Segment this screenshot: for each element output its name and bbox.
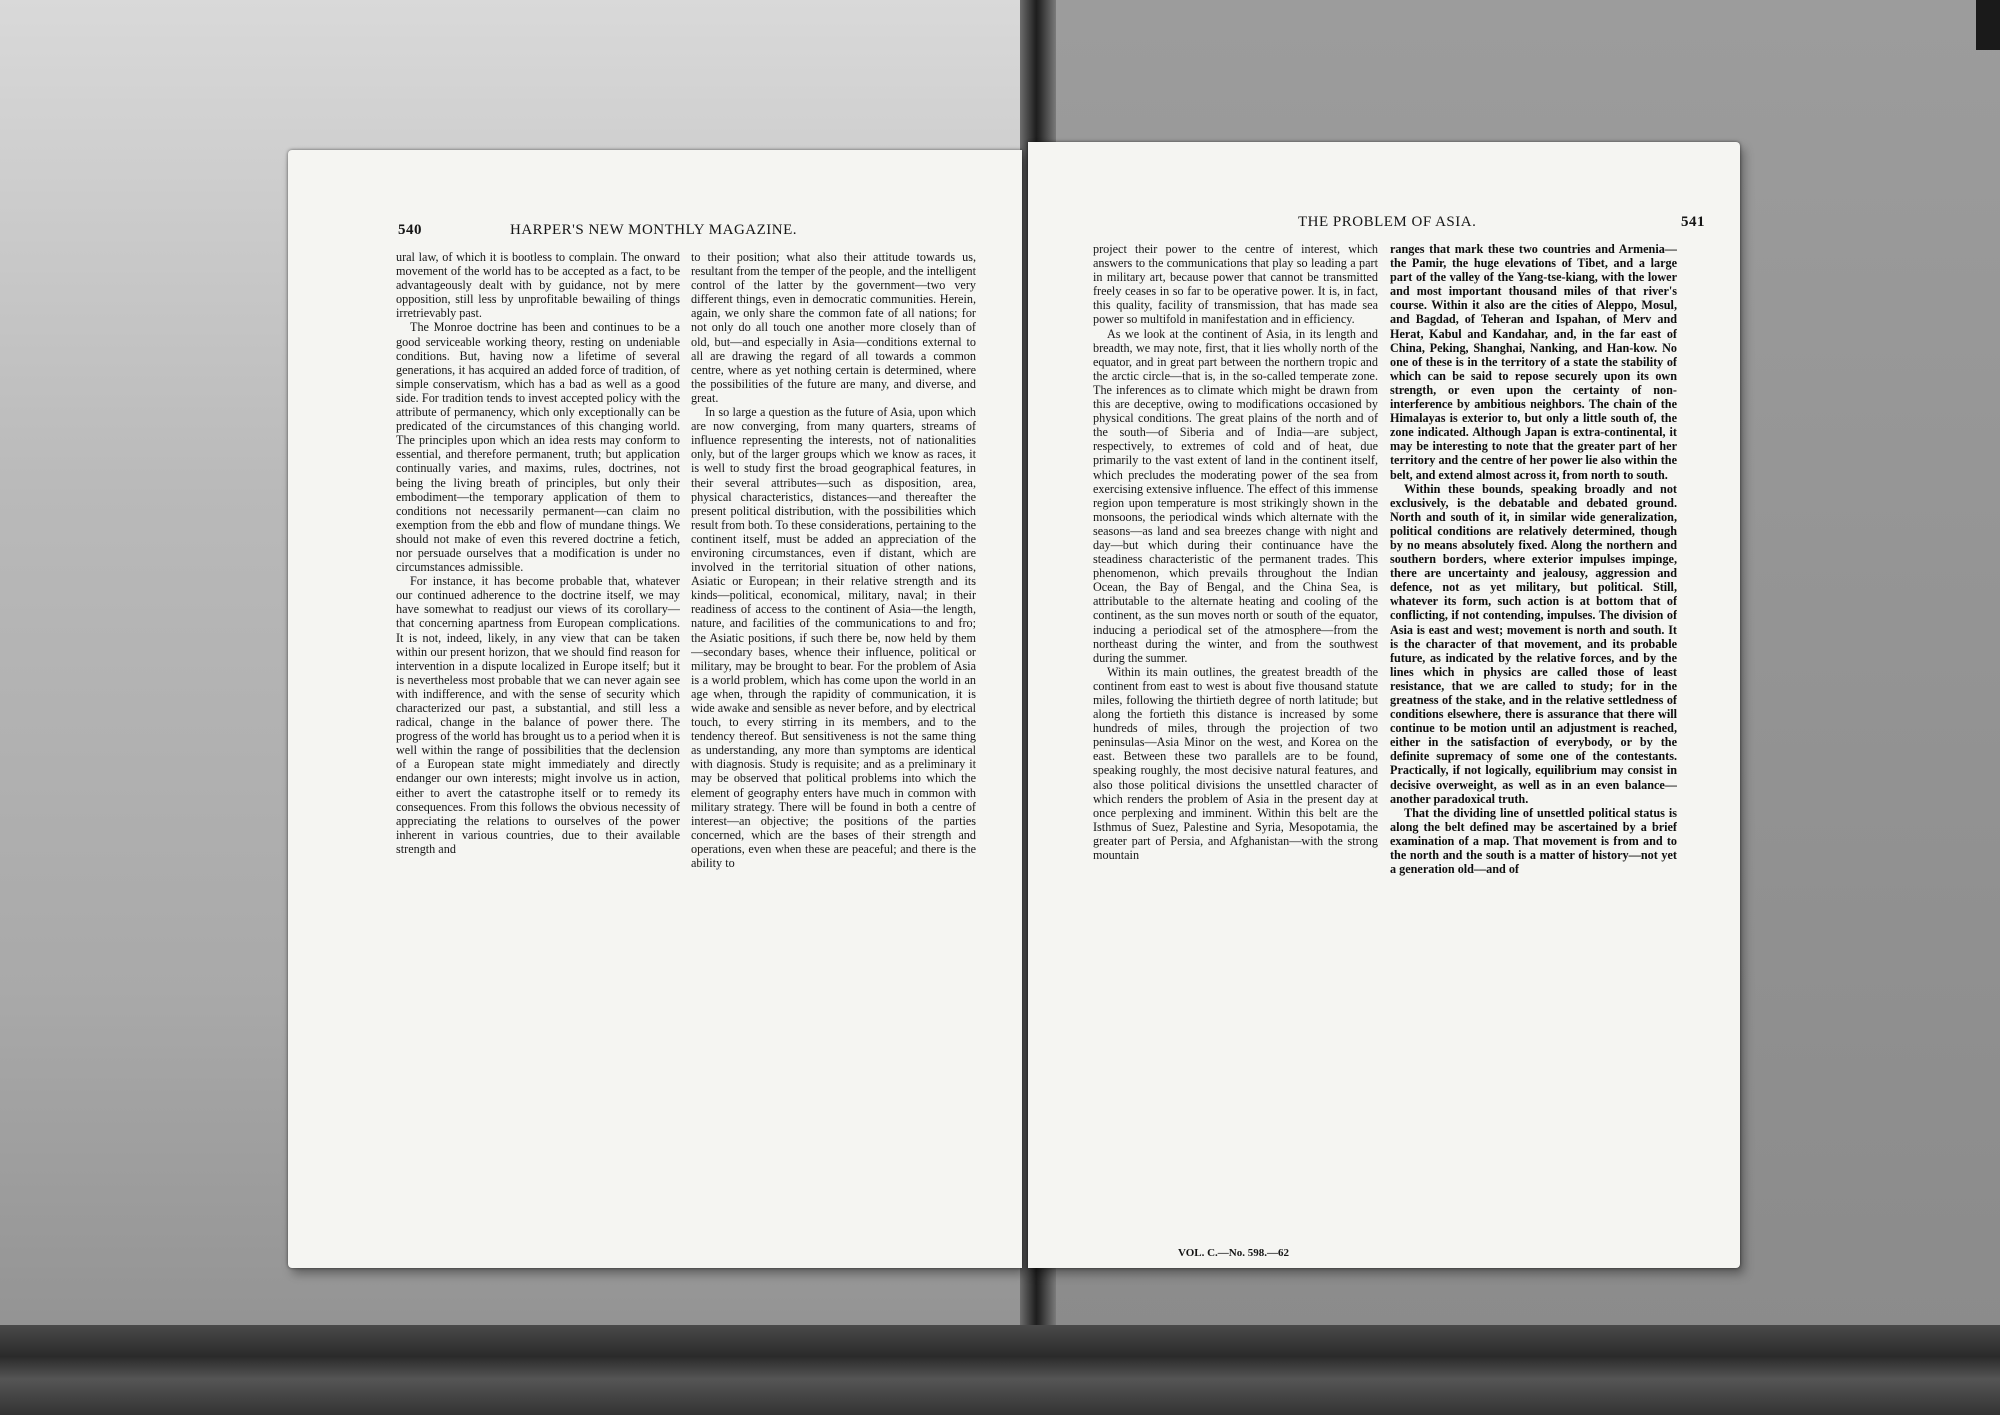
left-page (288, 150, 1022, 1268)
paragraph: Within its main outlines, the greatest breadth of the continent from east to west is about five thousand statute miles, following the thirtieth degree of north latitude; but along the fortieth this distance is increased by some hundreds of miles, through the projection of two peninsulas—Asia Minor on the west, and Korea on the east. Between these two parallels are to be found, speaking roughly, the most decisive natural features, and also those political divisions the unsettled character of which renders the problem of Asia in the present day at once perplexing and imminent. Within this belt are the Isthmus of Suez, Palestine and Syria, Mesopotamia, the greater part of Persia, and Afghanistan—with the strong mountain (1093, 664, 1378, 863)
paragraph: That the dividing line of unsettled political status is along the belt defined may be ascertained by a brief examination of a map. That movement is from and to the north and the south is a matter of history—not yet a generation old—and of (1390, 805, 1677, 877)
paragraph: As we look at the continent of Asia, in its length and breadth, we may note, first, that it lies wholly north of the equator, and in great part between the northern tropic and the arctic circle—that is, in the so-called temperate zone. The inferences as to climate which might be drawn from this are deceptive, owing to modifications occasioned by physical conditions. The great plains of the north and of the south—of Siberia and of India—are subject, respectively, to extremes of cold and of heat, due primarily to the vast extent of land in the continent itself, which precludes the moderating power of the sea from exercising extensive influence. The effect of this immense region upon temperature is most strikingly shown in the monsoons, the periodical winds which alternate with the seasons—as land and sea breezes change with night and day—but which during their continuance have the steadiness characteristic of the permanent trades. This phenomenon, which prevails throughout the Indian Ocean, the Bay of Bengal, and the China Sea, is attributable to the alternate heating and cooling of the continent, as the sun moves north or south of the equator, inducing a periodical set of the atmosphere—from the northeast during the winter, and from the southwest during the summer. (1093, 326, 1378, 665)
text-column-2 (691, 250, 976, 1265)
page-number: 541 (1681, 214, 1705, 230)
running-title: HARPER'S NEW MONTHLY MAGAZINE. (510, 222, 798, 238)
paragraph: In so large a question as the future of Asia, upon which are now converging, from many quarters, streams of influence representing the interests, not of nationalities only, but of the larger groups which we know as races, it is well to study first the broad geographical features, in their several attributes—such as disposition, area, physical characteristics, distances—and thereafter the present political distribution, with the possibilities which result from both. To these considerations, pertaining to the continent itself, must be added an appreciation of the environing circumstances, even if distant, which are involved in the territorial situation of other nations, Asiatic or European; in their relative strength and its kinds—political, economical, military, naval; in their readiness of access to the continent of Asia—the length, nature, and facilities of the communications to and fro; the Asiatic positions, if such there be, now held by them—secondary bases, whence their influence, political or military, may be brought to bear. For the problem of Asia is a world problem, which has come upon the world in an age when, through the rapidity of communication, it is wide awake and sensible as never before, and by electrical touch, to every stirring in its members, and to the tendency thereof. But sensitiveness is not the same thing as understanding, any more than symptoms are identical with diagnosis. Study is requisite; and as a preliminary it may be observed that political problems into which the element of geography enters have much in common with military strategy. There will be found in both a centre of interest—an objective; the positions of the parties concerned, which are the bases of their strength and operations, even when these are peaceful; and there is the ability to (691, 405, 976, 871)
paragraph: For instance, it has become probable that, whatever our continued adherence to the doctrine itself, we may have somewhat to readjust our views of its corollary—that concerning apartness from European complications. It is not, indeed, likely, in any view that can be taken within our present horizon, that we should find reason for intervention in a dispute localized in Europe itself; but it is nevertheless most probable that we can never again see with indifference, and with the sense of security which characterized our past, a substantial, and still less a radical, change in the balance of power there. The progress of the world has brought us to a period when it is well within the range of possibilities that the declension of a European state might immediately and directly endanger our own interests; might involve us in action, either to avert the catastrophe itself or to remedy its consequences. From this follows the obvious necessity of appreciating the relations to ourselves of the power inherent in various countries, due to their available strength and (396, 574, 680, 856)
paragraph: The Monroe doctrine has been and continues to be a good serviceable working theory, resting on undeniable conditions. But, having now a lifetime of several generations, it has acquired an added force of tradition, of simple conservatism, which has a bad as well as a good side. For tradition tends to invest accepted policy with the attribute of permanency, which only exceptionally can be predicated of the circumstances of this changing world. The principles upon which an idea rests may conform to essential, and therefore permanent, truth; but application continually varies, and maxims, rules, doctrines, not being the living breath of principles, but only their embodiment—the temporary application of them to conditions not necessarily permanent—can claim no exemption from the ebb and flow of mundane things. We should not make of even this revered doctrine a fetich, nor persuade ourselves that a modification is under no circumstances admissible. (396, 320, 680, 575)
page-number: 540 (398, 222, 422, 238)
text-column-2 (1390, 242, 1677, 1244)
scan-bottom-edge (0, 1325, 2000, 1415)
paragraph: Within these bounds, speaking broadly and not exclusively, is the debatable and debated ground. North and south of it, in similar wide generalization, political conditions are relatively determined, though by no means absolutely fixed. Along the northern and southern borders, where exterior impulses impinge, there are uncertainty and jealousy, aggression and defence, not as yet military, but political. Still, whatever its form, such action is at bottom that of conflicting, if not contending, impulses. The division of Asia is east and west; movement is north and south. It is the character of that movement, and its probable future, as indicated by the relative forces, and by the lines which in physics are called those of least resistance, that we are called to study; for in the greatness of the stake, and in the relative settledness of conditions elsewhere, there is assurance that there will continue to be motion until an adjustment is reached, either in the satisfaction of everybody, or by the definite supremacy of some one of the contestants. Practically, if not logically, equilibrium may consist in decisive overweight, as well as in an even balance—another paradoxical truth. (1390, 481, 1677, 806)
paragraph: ranges that mark these two countries and Armenia—the Pamir, the huge elevations of Tibet, and a large part of the valley of the Yang-tse-kiang, with the lower and most important thousand miles of that river's course. Within it also are the cities of Aleppo, Mosul, and Bagdad, of Teheran and Ispahan, of Merv and Herat, Kabul and Kandahar, and, in the far east of China, Peking, Shanghai, Nanking, and Han-kow. No one of these is in the territory of a state the stability of which can be said to repose securely upon its own strength, or even upon the certainty of non-interference by ambitious neighbors. The chain of the Himalayas is exterior to, but only a little south of, the zone indicated. Although Japan is extra-continental, it may be interesting to note that the greater part of her territory and the centre of her power lie also within the belt, and extend almost across it, from north to south. (1390, 242, 1677, 482)
running-title: THE PROBLEM OF ASIA. (1298, 214, 1477, 230)
scan-corner (1976, 0, 2000, 50)
right-page (1028, 142, 1740, 1268)
right-page-header (1100, 214, 1705, 236)
paragraph: project their power to the centre of interest, which answers to the communications that play so leading a part in military art, because power that cannot be transmitted freely ceases in so far to be operative power. It is, in fact, this quality, facility of transmission, that has made sea power so multifold in manifestation and in efficiency. (1093, 242, 1378, 327)
text-column-1 (1093, 242, 1378, 1244)
paragraph: ural law, of which it is bootless to complain. The onward movement of the world has to be accepted as a fact, to be advantageously dealt with by guidance, not by mere opposition, still less by unprofitable bewailing of things irretrievably past. (396, 250, 680, 321)
text-column-1 (396, 250, 680, 1265)
left-page-header (398, 222, 992, 244)
paragraph: to their position; what also their attitude towards us, resultant from the temper of the people, and the intelligent control of the latter by the government—two very different things, even in democratic communities. Herein, again, we only share the common fate of all nations; for not only do all touch one another more closely than of old, but—and especially in Asia—conditions external to all are drawing the regard of all towards a common centre, where as yet nothing certain is determined, where the possibilities of the future are many, and diverse, and great. (691, 250, 976, 405)
signature-mark: VOL. C.—No. 598.—62 (1178, 1247, 1290, 1259)
